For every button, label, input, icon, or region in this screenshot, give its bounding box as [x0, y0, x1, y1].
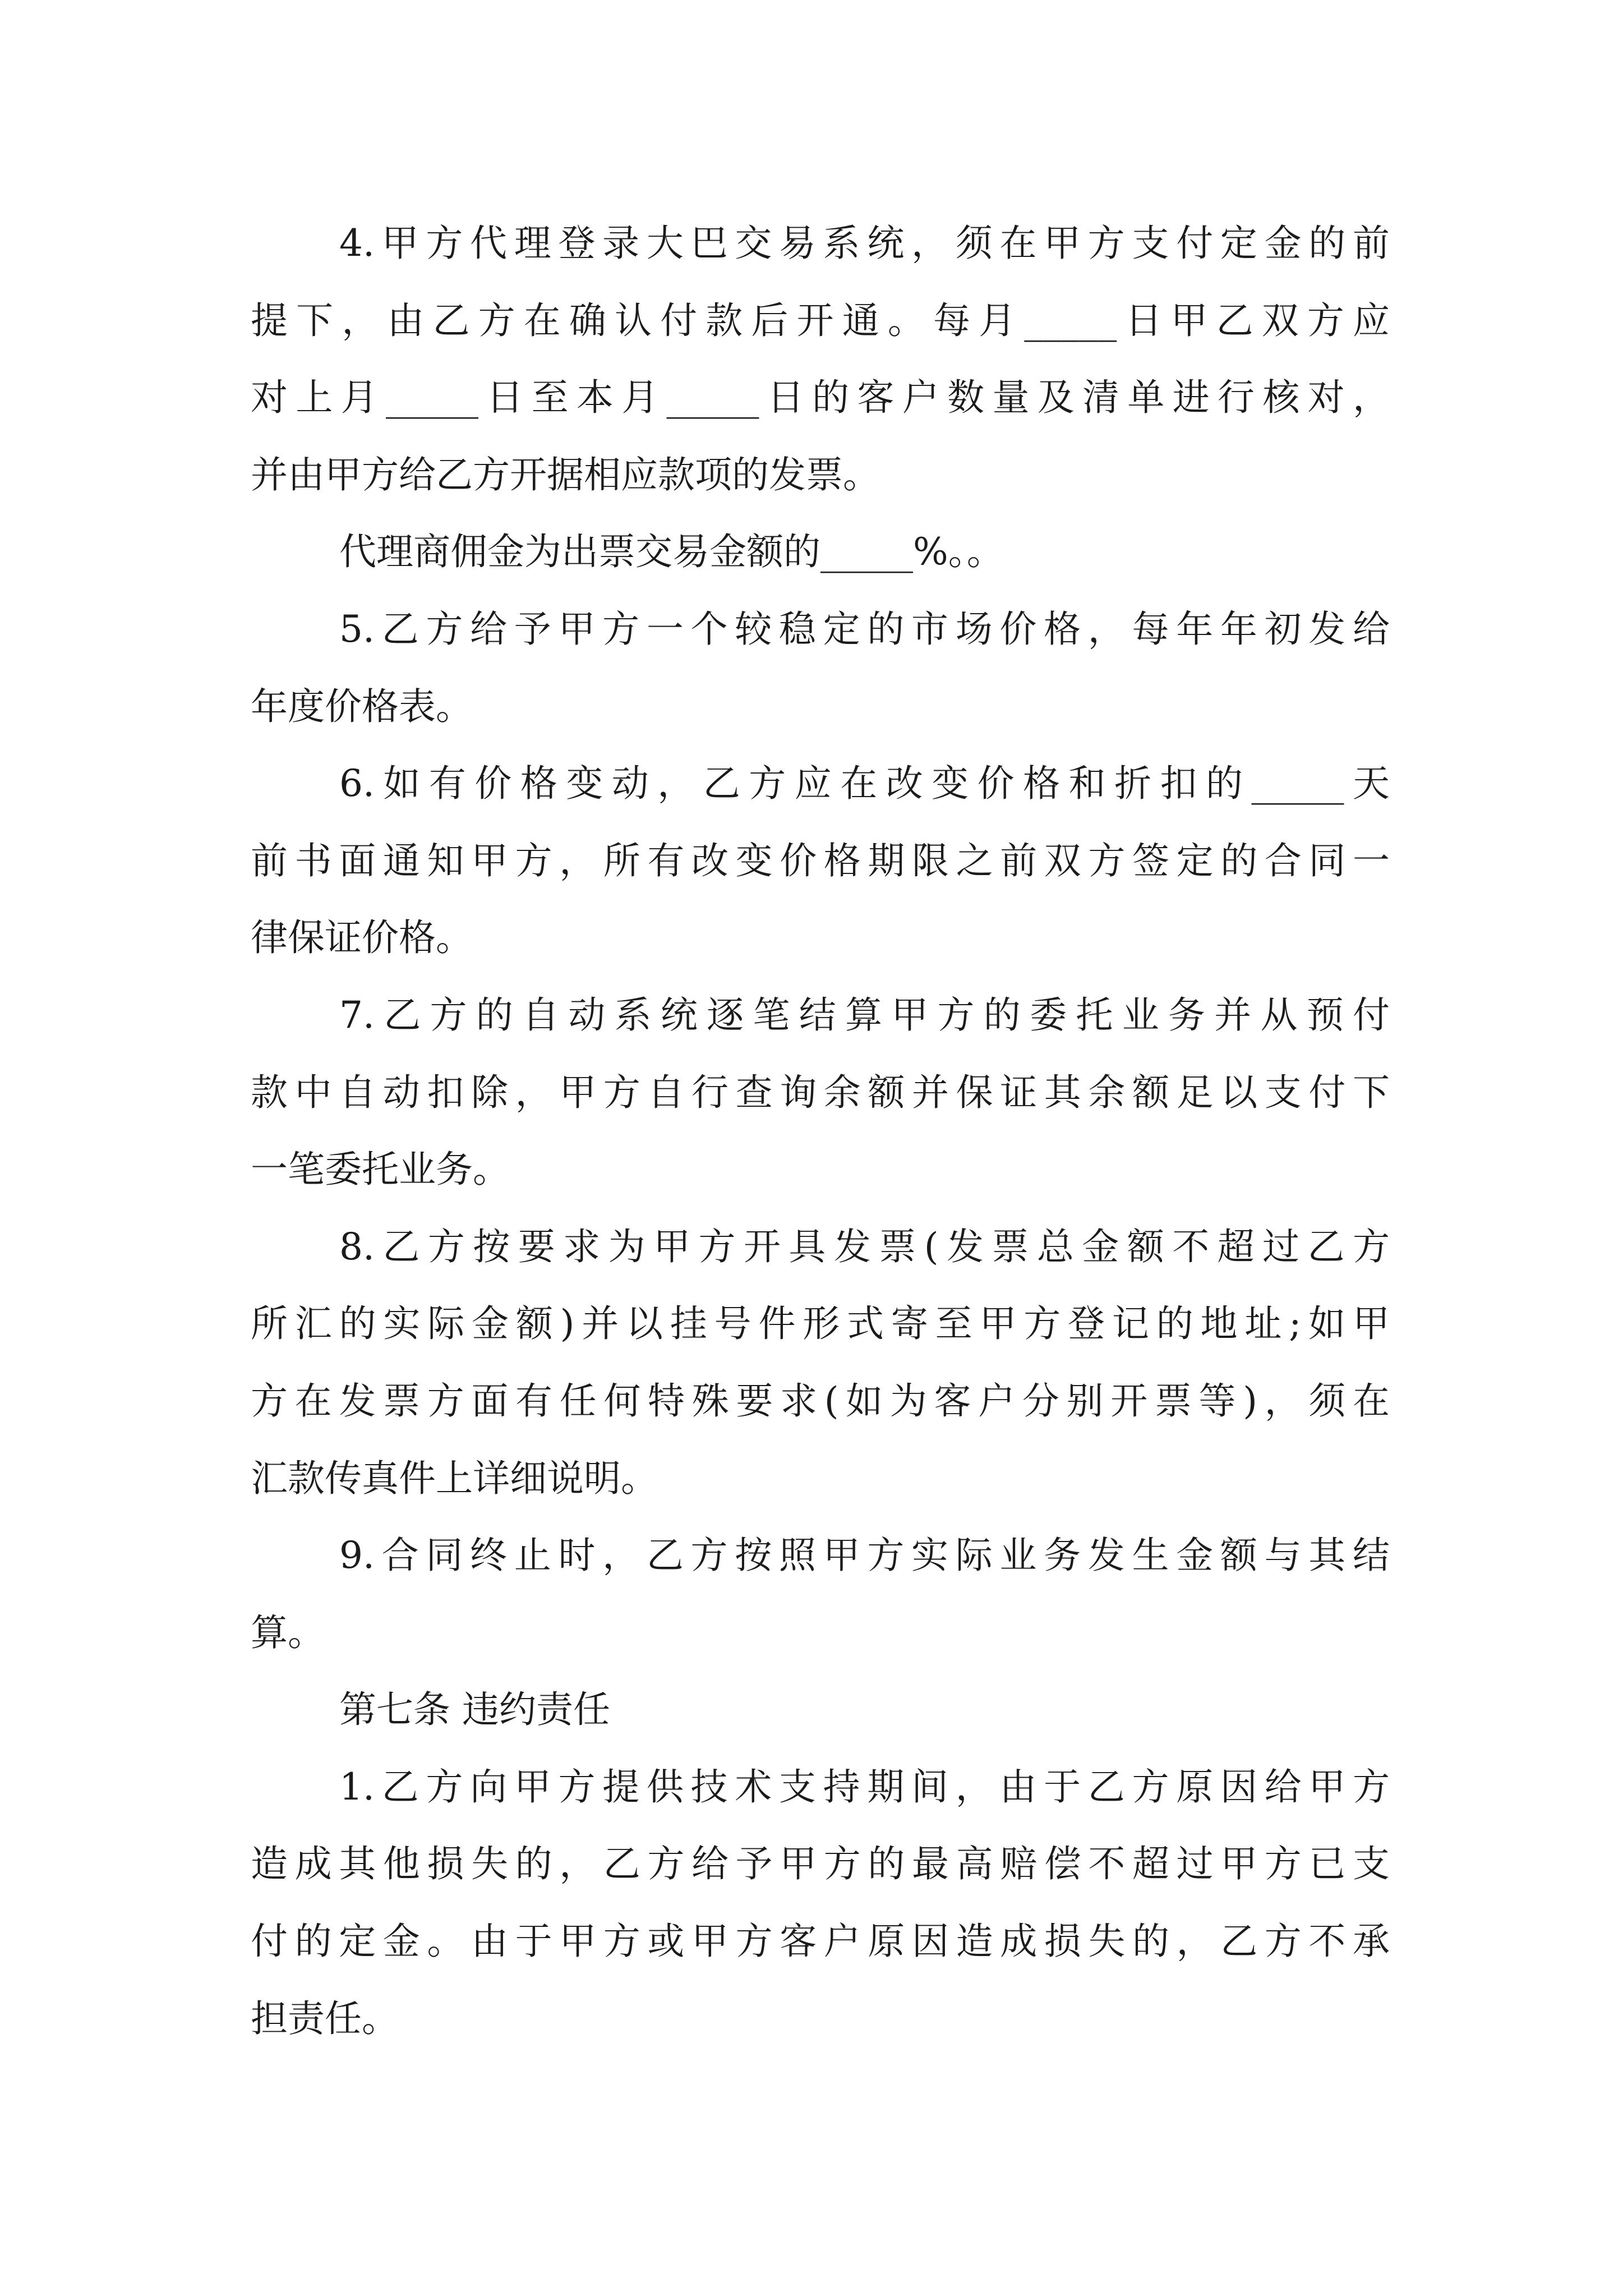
text-line: 代理商佣金为出票交易金额的_____%。。 [339, 530, 1004, 574]
text-line: 5.乙方给予甲方一个较稳定的市场价格，每年年初发给 [339, 607, 1390, 651]
text-line: 款中自动扣除，甲方自行查询余额并保证其余额足以支付下 [251, 1070, 1390, 1114]
text-line: 汇款传真件上详细说明。 [251, 1456, 658, 1500]
document-page [251, 205, 1390, 2057]
clause-9-paragraph [251, 1517, 1390, 1671]
section-heading [251, 1671, 1390, 1749]
text-line: 前书面通知甲方，所有改变价格期限之前双方签定的合同一 [251, 839, 1390, 882]
text-line: 一笔委托业务。 [251, 1148, 510, 1191]
text-line: 4.甲方代理登录大巴交易系统，须在甲方支付定金的前 [339, 222, 1390, 265]
text-line: 6.如有价格变动，乙方应在改变价格和折扣的_____天 [339, 762, 1390, 806]
text-line: 1.乙方向甲方提供技术支持期间，由于乙方原因给甲方 [339, 1765, 1390, 1809]
text-line: 担责任。 [251, 1996, 399, 2040]
text-line: 并由甲方给乙方开据相应款项的发票。 [251, 453, 880, 496]
clause-4-paragraph [251, 205, 1390, 513]
clause-8-paragraph [251, 1208, 1390, 1517]
commission-paragraph [251, 513, 1390, 591]
text-line: 提下，由乙方在确认付款后开通。每月_____日甲乙双方应 [251, 298, 1390, 342]
text-line: 付的定金。由于甲方或甲方客户原因造成损失的，乙方不承 [251, 1920, 1390, 1963]
clause-5-paragraph [251, 591, 1390, 745]
text-line: 造成其他损失的，乙方给予甲方的最高赔偿不超过甲方已支 [251, 1842, 1390, 1886]
text-line: 年度价格表。 [251, 684, 473, 728]
clause-6-paragraph [251, 745, 1390, 977]
clause-7-paragraph [251, 977, 1390, 1208]
text-line: 对上月_____日至本月_____日的客户数量及清单进行核对， [251, 376, 1390, 420]
text-line: 律保证价格。 [251, 916, 473, 960]
text-line: 方在发票方面有任何特殊要求(如为客户分别开票等)，须在 [251, 1379, 1390, 1423]
text-line: 所汇的实际金额)并以挂号件形式寄至甲方登记的地址;如甲 [251, 1302, 1390, 1346]
text-line: 9.合同终止时，乙方按照甲方实际业务发生金额与其结 [339, 1534, 1390, 1577]
text-line: 7.乙方的自动系统逐笔结算甲方的委托业务并从预付 [339, 993, 1390, 1037]
liability-clause-1-paragraph [251, 1749, 1390, 2057]
text-line: 8.乙方按要求为甲方开具发票(发票总金额不超过乙方 [339, 1225, 1390, 1268]
section-heading-text: 第七条 违约责任 [339, 1688, 610, 1732]
text-line: 算。 [251, 1611, 325, 1654]
